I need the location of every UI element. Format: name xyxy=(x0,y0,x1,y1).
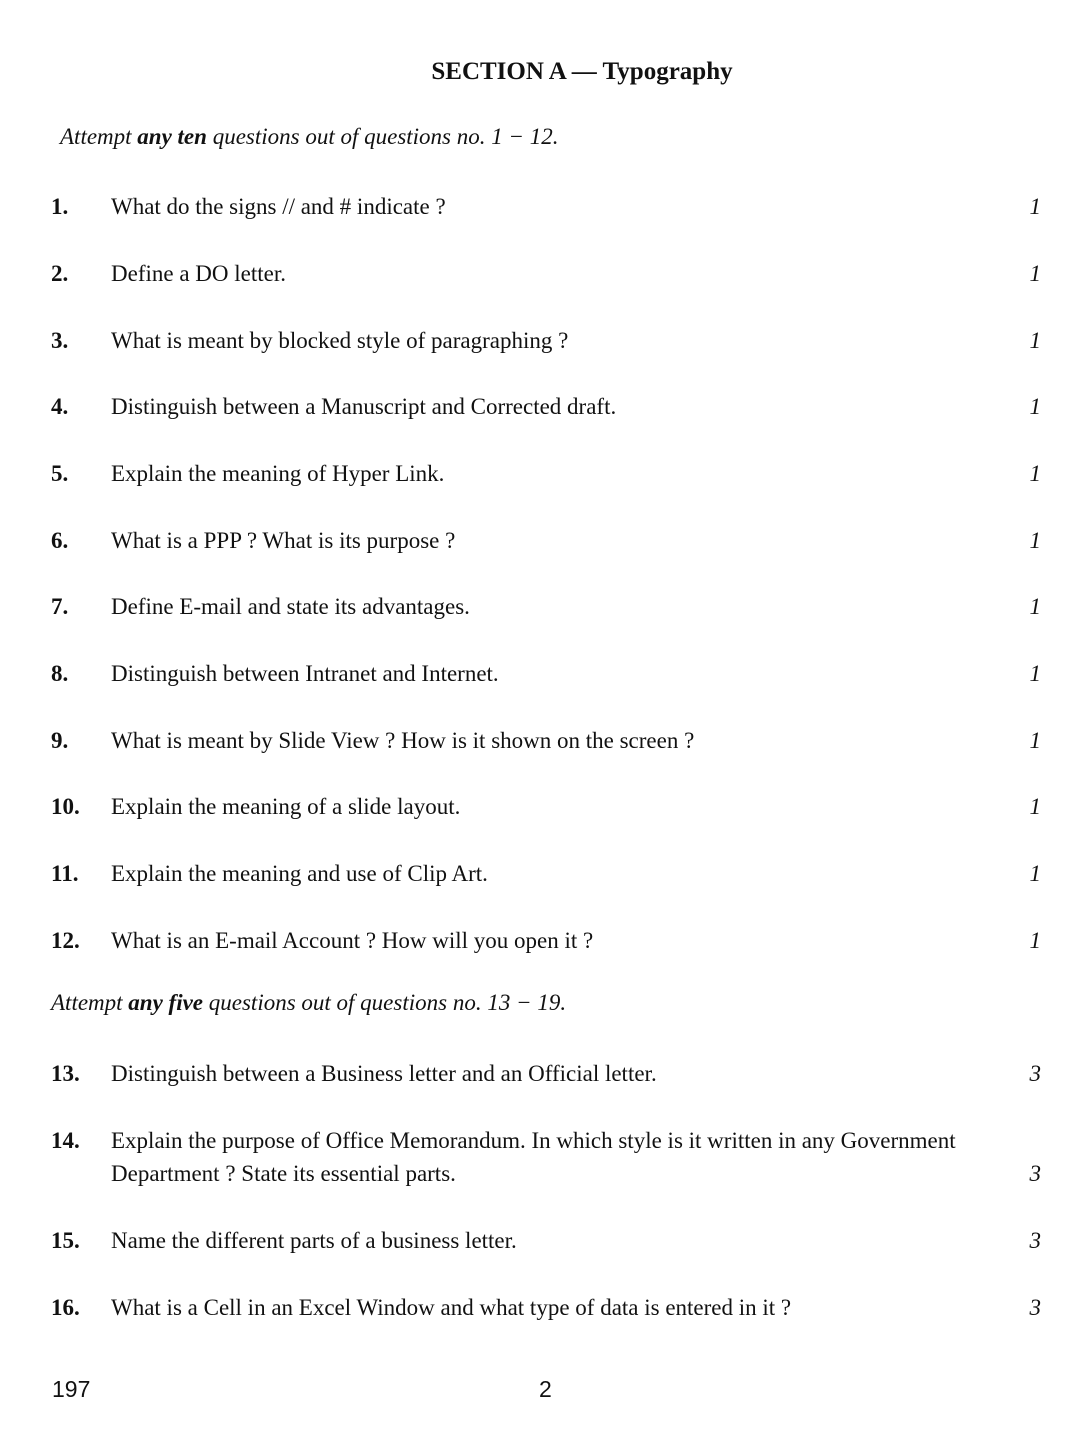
question-marks: 3 xyxy=(1029,1228,1041,1253)
question-text: Distinguish between a Manuscript and Corrected draft. xyxy=(111,394,617,419)
question-text: Name the different parts of a business letter. xyxy=(111,1228,517,1253)
question-marks: 3 xyxy=(1029,1061,1041,1086)
question-number: 16. xyxy=(51,1295,80,1320)
question-number: 11. xyxy=(51,861,79,886)
instruction-1: Attempt any ten questions out of questions no. 1 − 12. xyxy=(60,124,559,149)
question-number: 1. xyxy=(51,194,69,219)
question-marks: 3 xyxy=(1029,1161,1041,1186)
page-number: 2 xyxy=(539,1376,552,1402)
question-text: Define a DO letter. xyxy=(111,261,286,286)
question-marks: 1 xyxy=(1029,861,1041,886)
question-text: Explain the meaning of Hyper Link. xyxy=(111,461,445,486)
paper-code: 197 xyxy=(52,1376,91,1402)
question-text: What is a Cell in an Excel Window and what type of data is entered in it ? xyxy=(111,1295,792,1320)
question-text: Distinguish between Intranet and Internet. xyxy=(111,661,499,686)
question-text: Explain the purpose of Office Memorandum. In which style is it written in any Government Department ? State its essential parts. xyxy=(111,1128,956,1186)
question-text: Distinguish between a Business letter and an Official letter. xyxy=(111,1061,657,1086)
question-text: Define E-mail and state its advantages. xyxy=(111,594,470,619)
question-text: What is meant by blocked style of paragraphing ? xyxy=(111,328,569,353)
question-marks: 1 xyxy=(1029,328,1041,353)
question-text: Explain the meaning of a slide layout. xyxy=(111,794,461,819)
question-text: What is a PPP ? What is its purpose ? xyxy=(111,528,456,553)
question-number: 15. xyxy=(51,1228,80,1253)
question-number: 9. xyxy=(51,728,69,753)
section-title: SECTION A — Typography xyxy=(431,58,733,85)
question-number: 2. xyxy=(51,261,69,286)
question-number: 4. xyxy=(51,394,69,419)
question-marks: 1 xyxy=(1029,928,1041,953)
question-marks: 1 xyxy=(1029,261,1041,286)
question-text: What do the signs // and # indicate ? xyxy=(111,194,446,219)
question-number: 14. xyxy=(51,1128,80,1153)
question-text: Explain the meaning and use of Clip Art. xyxy=(111,861,488,886)
question-number: 6. xyxy=(51,528,69,553)
question-marks: 1 xyxy=(1029,394,1041,419)
question-number: 5. xyxy=(51,461,69,486)
question-number: 12. xyxy=(51,928,80,953)
question-text: What is an E-mail Account ? How will you open it ? xyxy=(111,928,594,953)
question-marks: 1 xyxy=(1029,194,1041,219)
question-text: What is meant by Slide View ? How is it shown on the screen ? xyxy=(111,728,695,753)
question-marks: 1 xyxy=(1029,728,1041,753)
instruction-2: Attempt any five questions out of questions no. 13 − 19. xyxy=(51,990,567,1015)
question-marks: 3 xyxy=(1029,1295,1041,1320)
question-marks: 1 xyxy=(1029,528,1041,553)
question-number: 13. xyxy=(51,1061,80,1086)
question-marks: 1 xyxy=(1029,661,1041,686)
question-number: 7. xyxy=(51,594,69,619)
question-number: 3. xyxy=(51,328,69,353)
question-number: 10. xyxy=(51,794,80,819)
question-marks: 1 xyxy=(1029,794,1041,819)
question-marks: 1 xyxy=(1029,594,1041,619)
question-number: 8. xyxy=(51,661,69,686)
question-marks: 1 xyxy=(1029,461,1041,486)
